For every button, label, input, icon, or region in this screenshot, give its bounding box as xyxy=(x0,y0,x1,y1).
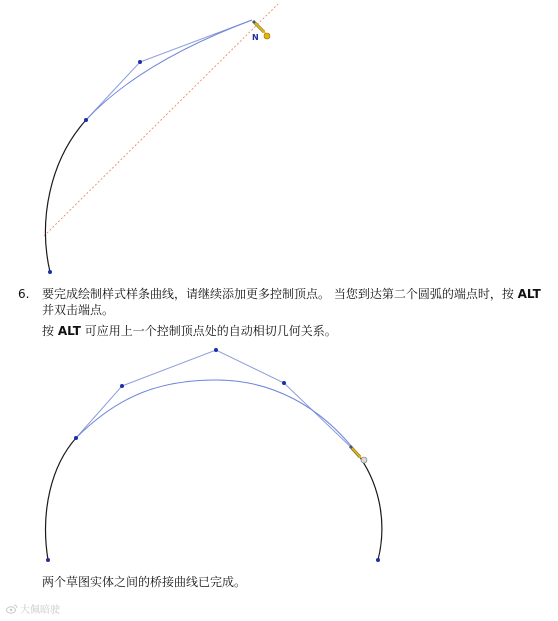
svg-text:N: N xyxy=(252,33,259,42)
control-vertex xyxy=(74,436,78,440)
control-polygon xyxy=(86,20,252,120)
weibo-icon xyxy=(6,604,18,614)
sketch-arc-left xyxy=(46,438,76,560)
arc-endpoint xyxy=(48,270,52,274)
watermark xyxy=(6,601,60,616)
step-instruction: 要完成绘制样式样条曲线，请继续添加更多控制顶点。 当您到达第二个圆弧的端点时，按 ALT 并双击端点。 xyxy=(42,287,541,317)
step-number: 6. xyxy=(18,287,30,301)
step-6 xyxy=(18,286,548,318)
sketch-arc-right xyxy=(356,452,382,560)
control-vertex xyxy=(214,348,218,352)
sketch-figure-spline-in-progress xyxy=(0,0,558,285)
step-note: 按 ALT 可应用上一个控制顶点处的自动相切几何关系。 xyxy=(42,324,337,338)
tangent-guide-line xyxy=(44,4,278,236)
watermark-text: 大佩暗驶 xyxy=(20,605,60,616)
sketch-arc xyxy=(46,120,87,272)
control-vertex xyxy=(138,60,142,64)
key-alt: ALT xyxy=(517,287,541,301)
control-vertex xyxy=(120,384,124,388)
control-polygon xyxy=(76,350,356,452)
sketch-figure-bridge-complete xyxy=(0,340,558,570)
key-alt: ALT xyxy=(57,324,81,338)
pencil-cursor-icon xyxy=(350,446,367,463)
figure-caption: 两个草图实体之间的桥接曲线已完成。 xyxy=(42,575,247,589)
pencil-cursor-icon xyxy=(252,21,270,42)
control-vertex xyxy=(282,381,286,385)
control-vertex xyxy=(84,118,88,122)
arc-endpoint xyxy=(376,558,380,562)
style-spline-curve xyxy=(86,20,252,120)
arc-endpoint xyxy=(46,558,50,562)
